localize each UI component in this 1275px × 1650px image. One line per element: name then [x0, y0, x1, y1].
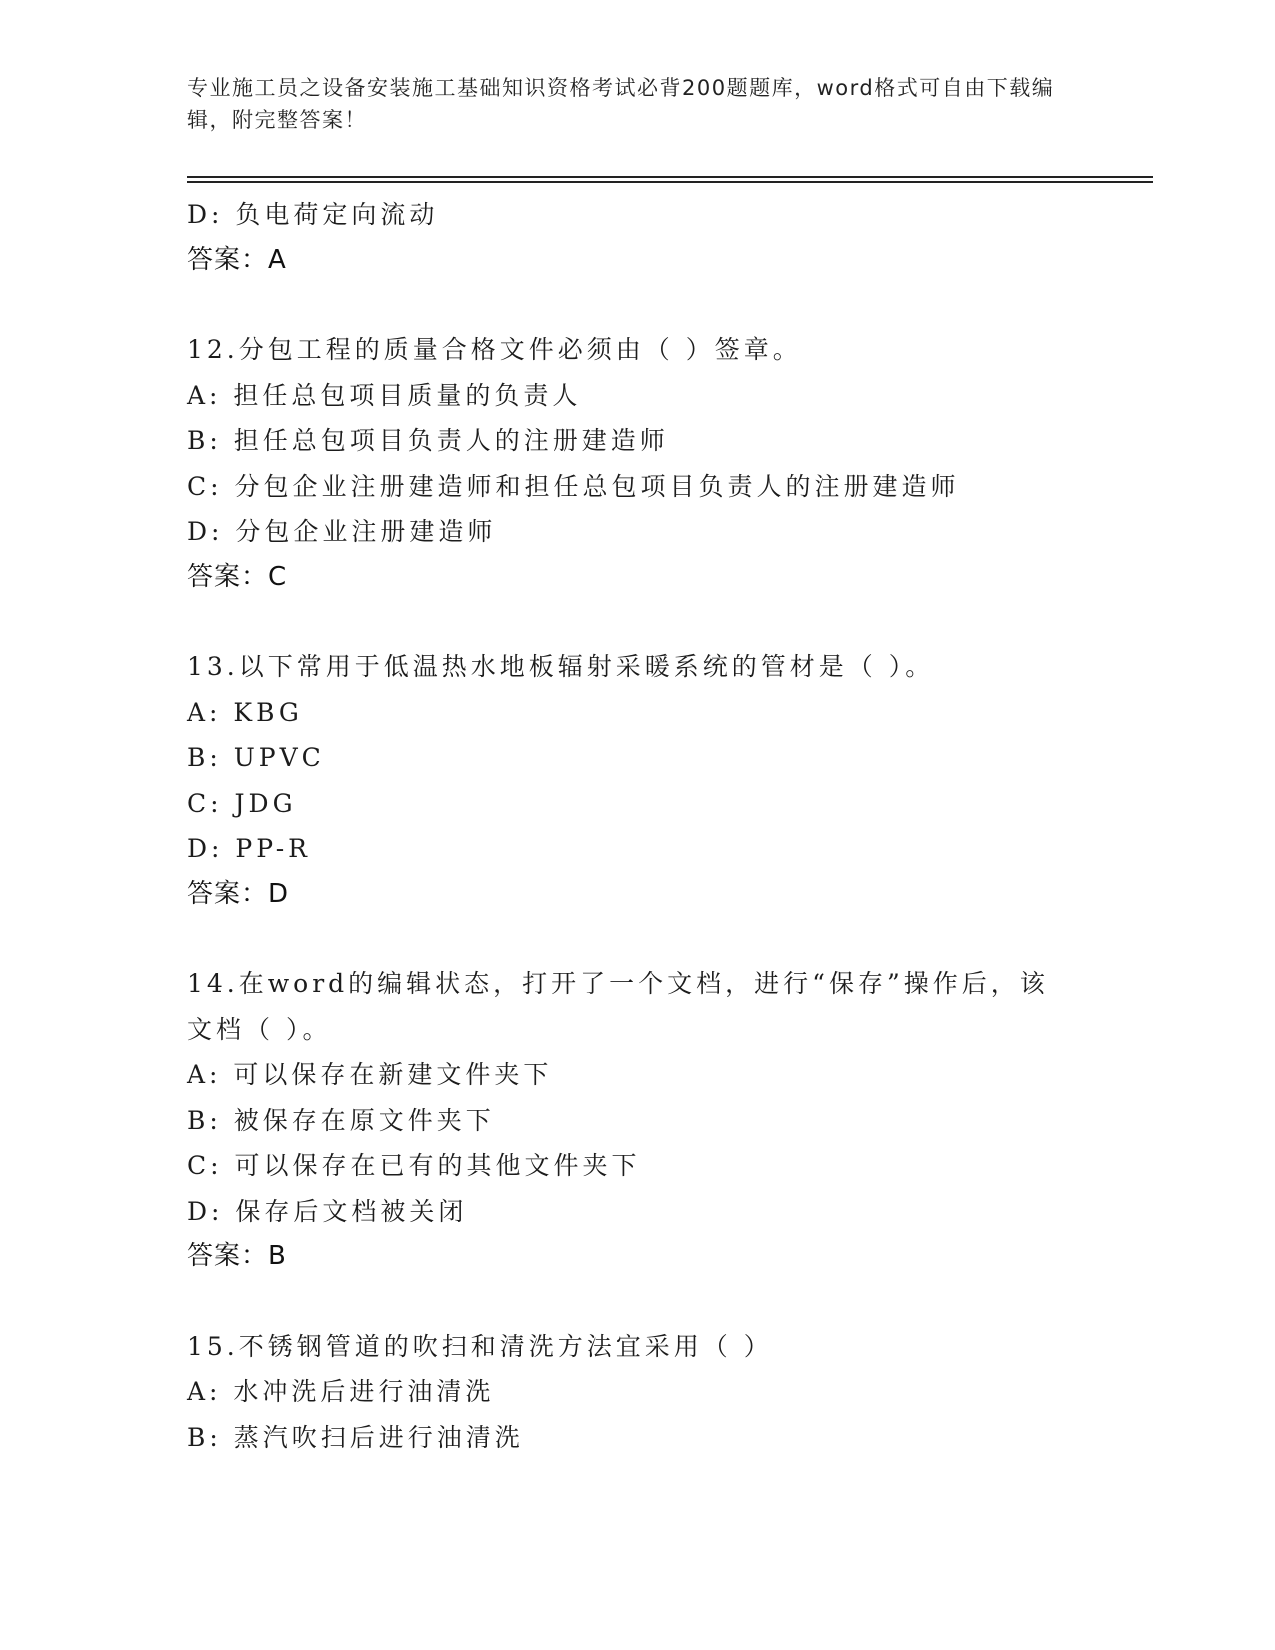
option-a: A: 水冲洗后进行油清洗: [187, 1377, 495, 1406]
option-d: D: 负电荷定向流动: [187, 200, 439, 229]
question-12: [187, 327, 1107, 600]
spacer: [187, 1280, 1107, 1324]
question-15: [187, 1324, 1107, 1461]
option-b: B: 担任总包项目负责人的注册建造师: [187, 426, 669, 455]
option-c: C: 分包企业注册建造师和担任总包项目负责人的注册建造师: [187, 471, 960, 501]
option-b: B: 蒸汽吹扫后进行油清洗: [187, 1422, 524, 1452]
option-c: C: 可以保存在已有的其他文件夹下: [187, 1151, 641, 1180]
question-stem: 15.不锈钢管道的吹扫和清洗方法宜采用（ ）: [187, 1331, 773, 1361]
option-a: A: 担任总包项目质量的负责人: [187, 380, 582, 410]
question-13: [187, 644, 1107, 917]
spacer: [187, 283, 1107, 327]
option-c: C: JDG: [187, 788, 297, 818]
page-header: 专业施工员之设备安装施工基础知识资格考试必背200题题库，word格式可自由下载编辑，附完整答案！: [187, 76, 1055, 132]
option-b: B: UPVC: [187, 743, 325, 772]
option-b: B: 被保存在原文件夹下: [187, 1105, 495, 1135]
question-stem: 13.以下常用于低温热水地板辐射采暖系统的管材是（ ）。: [187, 652, 935, 681]
question-11-tail: [187, 192, 1107, 283]
spacer: [187, 917, 1107, 961]
question-stem: 14.在word的编辑状态，打开了一个文档，进行“保存”操作后，该文档（ ）。: [187, 969, 1049, 1044]
answer-line: 答案：B: [187, 1241, 287, 1271]
header-rule-top: [187, 176, 1153, 178]
question-stem: 12.分包工程的质量合格文件必须由（ ）签章。: [187, 335, 802, 364]
answer-line: 答案：D: [187, 878, 290, 909]
option-a: A: 可以保存在新建文件夹下: [187, 1060, 553, 1089]
answer-line: 答案：A: [187, 244, 287, 275]
answer-line: 答案：C: [187, 561, 288, 592]
question-14: [187, 961, 1107, 1280]
document-body: [187, 192, 1107, 1460]
option-a: A: KBG: [187, 697, 303, 727]
option-d: D: 分包企业注册建造师: [187, 517, 497, 546]
spacer: [187, 600, 1107, 644]
option-d: D: PP-R: [187, 834, 311, 863]
option-d: D: 保存后文档被关闭: [187, 1196, 468, 1226]
header-rule-bottom: [187, 181, 1153, 183]
